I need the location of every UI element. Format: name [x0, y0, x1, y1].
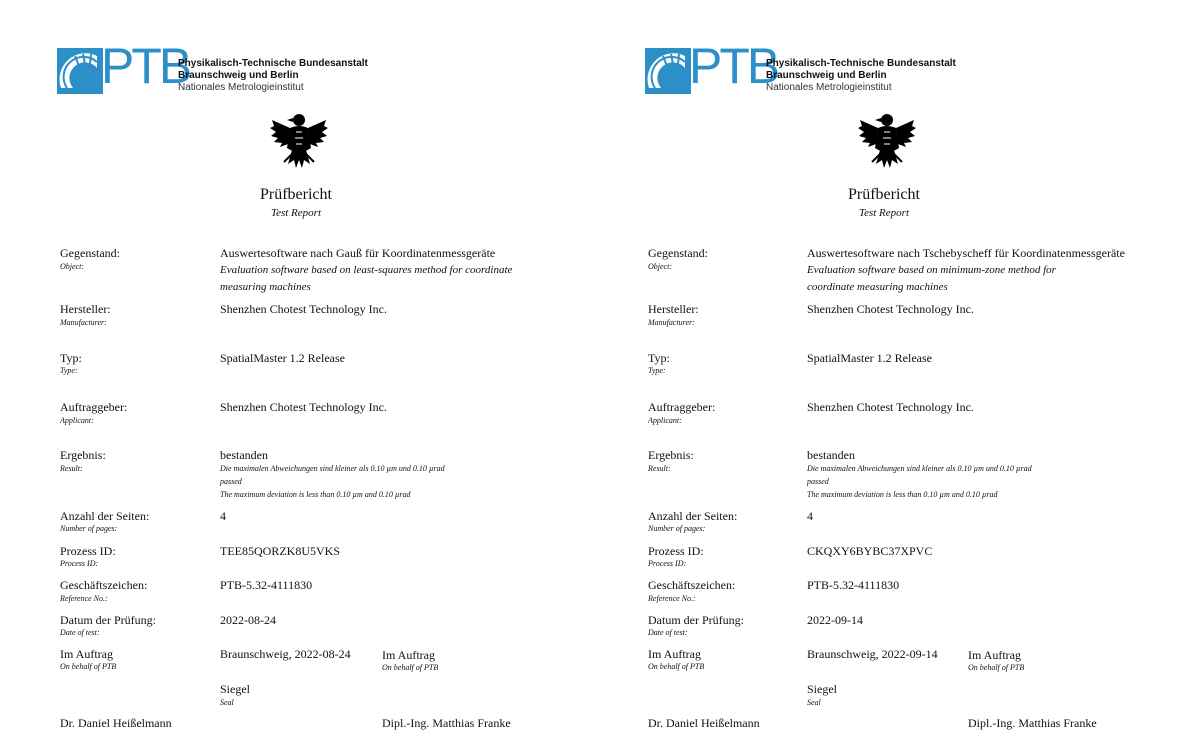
process-value: TEE85QORZK8U5VKS: [220, 544, 340, 558]
type-sub: Type:: [60, 366, 78, 375]
applicant-label: Auftraggeber:: [648, 400, 716, 414]
date-label: Datum der Prüfung:: [648, 613, 744, 627]
logo-line-2: Braunschweig und Berlin: [766, 70, 887, 81]
result-value: bestanden: [220, 448, 268, 462]
process-value: CKQXY6BYBC37XPVC: [807, 544, 933, 558]
test-report-page: [588, 0, 1168, 755]
date-sub: Date of test:: [648, 628, 688, 637]
behalf-label: Im Auftrag: [648, 647, 701, 661]
result-label: Ergebnis:: [648, 448, 694, 462]
applicant-label: Auftraggeber:: [60, 400, 128, 414]
manufacturer-label: Hersteller:: [60, 302, 111, 316]
test-report-page: [0, 0, 580, 755]
date-sub: Date of test:: [60, 628, 100, 637]
manufacturer-label: Hersteller:: [648, 302, 699, 316]
report-subtitle: Test Report: [858, 207, 909, 219]
manufacturer-sub: Manufacturer:: [60, 318, 107, 327]
object-en-line-2: coordinate measuring machines: [807, 281, 948, 293]
logo-line-1: Physikalisch-Technische Bundesanstalt: [178, 58, 368, 69]
type-label: Typ:: [60, 351, 82, 365]
reference-value: PTB-5.32-4111830: [220, 578, 313, 592]
pages-value: 4: [807, 509, 813, 523]
type-value: SpatialMaster 1.2 Release: [807, 351, 932, 365]
signer-1: Dr. Daniel Heißelmann: [648, 716, 760, 730]
pages-label: Anzahl der Seiten:: [648, 509, 738, 523]
date-label: Datum der Prüfung:: [60, 613, 156, 627]
process-label: Prozess ID:: [60, 544, 116, 558]
reference-label: Geschäftszeichen:: [60, 578, 148, 592]
behalf2-label: Im Auftrag: [382, 648, 435, 662]
behalf2-sub: On behalf of PTB: [968, 663, 1025, 672]
object-label: Gegenstand:: [60, 246, 120, 260]
place-date: Braunschweig, 2022-09-14: [807, 647, 938, 661]
applicant-sub: Applicant:: [60, 416, 94, 425]
federal-eagle-icon: [268, 110, 330, 172]
ptb-letters: PTB: [689, 38, 778, 94]
report-title: Prüfbericht: [848, 186, 920, 203]
reference-sub: Reference No.:: [60, 594, 108, 603]
report-subtitle: Test Report: [270, 207, 321, 219]
federal-eagle-icon: [856, 110, 918, 172]
reference-sub: Reference No.:: [648, 594, 696, 603]
result-sub: Result:: [60, 464, 83, 473]
behalf2-sub: On behalf of PTB: [382, 663, 439, 672]
manufacturer-value: Shenzhen Chotest Technology Inc.: [220, 302, 387, 316]
result-sub: Result:: [648, 464, 671, 473]
object-value: Auswertesoftware nach Tschebyscheff für Koordinatenmessgeräte: [807, 246, 1125, 260]
place-date: Braunschweig, 2022-08-24: [220, 647, 351, 661]
result-de-text: Die maximalen Abweichungen sind kleiner als 0.10 µm und 0.10 µrad: [807, 464, 1032, 473]
seal-sub: Seal: [807, 698, 821, 707]
pages-sub: Number of pages:: [60, 524, 118, 533]
ptb-logo: [645, 38, 965, 96]
date-value: 2022-09-14: [807, 613, 863, 627]
object-label: Gegenstand:: [648, 246, 708, 260]
object-value: Auswertesoftware nach Gauß für Koordinatenmessgeräte: [220, 246, 496, 260]
seal-label: Siegel: [220, 682, 250, 696]
result-en-text: The maximum deviation is less than 0.10 µm and 0.10 µrad: [807, 490, 998, 499]
result-value: bestanden: [807, 448, 855, 462]
object-sub: Object:: [60, 262, 84, 271]
object-en-line-1: Evaluation software based on minimum-zone method for: [807, 264, 1056, 276]
result-de-text: Die maximalen Abweichungen sind kleiner als 0.10 µm und 0.10 µrad: [220, 464, 445, 473]
signer-2: Dipl.-Ing. Matthias Franke: [382, 716, 511, 730]
pages-label: Anzahl der Seiten:: [60, 509, 150, 523]
behalf-sub: On behalf of PTB: [60, 662, 117, 671]
applicant-value: Shenzhen Chotest Technology Inc.: [220, 400, 387, 414]
logo-line-3: Nationales Metrologieinstitut: [766, 82, 892, 93]
behalf2-label: Im Auftrag: [968, 648, 1021, 662]
behalf-sub: On behalf of PTB: [648, 662, 705, 671]
seal-sub: Seal: [220, 698, 234, 707]
behalf-label: Im Auftrag: [60, 647, 113, 661]
manufacturer-sub: Manufacturer:: [648, 318, 695, 327]
pages-sub: Number of pages:: [648, 524, 706, 533]
ptb-logo-icon: [57, 48, 103, 94]
logo-line-2: Braunschweig und Berlin: [178, 70, 299, 81]
applicant-sub: Applicant:: [648, 416, 682, 425]
ptb-logo: [57, 38, 377, 96]
signer-2: Dipl.-Ing. Matthias Franke: [968, 716, 1097, 730]
logo-line-3: Nationales Metrologieinstitut: [178, 82, 304, 93]
manufacturer-value: Shenzhen Chotest Technology Inc.: [807, 302, 974, 316]
applicant-value: Shenzhen Chotest Technology Inc.: [807, 400, 974, 414]
signer-1: Dr. Daniel Heißelmann: [60, 716, 172, 730]
ptb-logo-icon: [645, 48, 691, 94]
object-sub: Object:: [648, 262, 672, 271]
result-en-text: The maximum deviation is less than 0.10 µm and 0.10 µrad: [220, 490, 411, 499]
result-en-passed: passed: [807, 477, 829, 486]
pages-value: 4: [220, 509, 226, 523]
type-value: SpatialMaster 1.2 Release: [220, 351, 345, 365]
type-sub: Type:: [648, 366, 666, 375]
result-label: Ergebnis:: [60, 448, 106, 462]
seal-label: Siegel: [807, 682, 837, 696]
result-en-passed: passed: [220, 477, 242, 486]
process-label: Prozess ID:: [648, 544, 704, 558]
report-title: Prüfbericht: [260, 186, 332, 203]
type-label: Typ:: [648, 351, 670, 365]
process-sub: Process ID:: [648, 559, 687, 568]
object-en-line-2: measuring machines: [220, 281, 311, 293]
process-sub: Process ID:: [60, 559, 99, 568]
date-value: 2022-08-24: [220, 613, 276, 627]
reference-label: Geschäftszeichen:: [648, 578, 736, 592]
object-en-line-1: Evaluation software based on least-squares method for coordinate: [220, 264, 513, 276]
logo-line-1: Physikalisch-Technische Bundesanstalt: [766, 58, 956, 69]
ptb-letters: PTB: [101, 38, 190, 94]
reference-value: PTB-5.32-4111830: [807, 578, 900, 592]
